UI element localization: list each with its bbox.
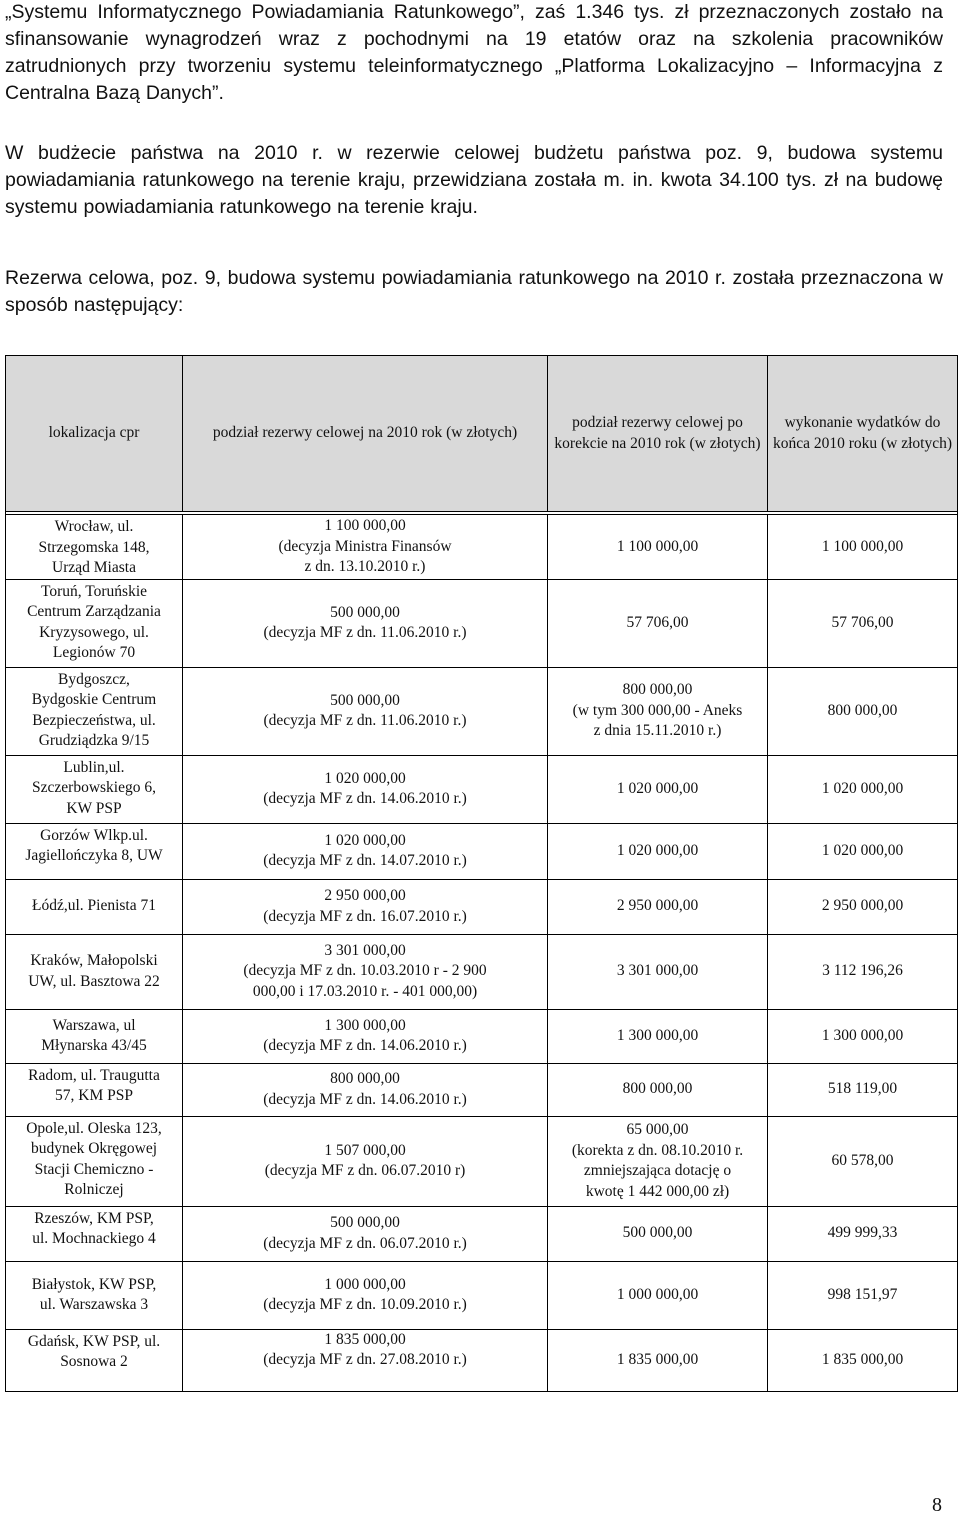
header-executed: wykonanie wydatków do końca 2010 roku (w złotych) (768, 356, 958, 512)
cell-executed: 499 999,33 (768, 1206, 958, 1261)
table-row (6, 1009, 958, 1063)
cell-executed: 1 835 000,00 (768, 1329, 958, 1391)
cell-reserve: 2 950 000,00 (decyzja MF z dn. 16.07.2010 r.) (183, 879, 548, 934)
cell-executed: 800 000,00 (768, 667, 958, 755)
cell-location: Bydgoszcz, Bydgoskie Centrum Bezpieczeństwa, ul. Grudziądzka 9/15 (6, 667, 183, 755)
cell-corrected: 57 706,00 (548, 579, 768, 667)
cell-corrected: 1 300 000,00 (548, 1009, 768, 1063)
header-location: lokalizacja cpr (6, 356, 183, 512)
cell-corrected: 1 835 000,00 (548, 1329, 768, 1391)
cell-executed: 57 706,00 (768, 579, 958, 667)
cell-reserve: 1 507 000,00 (decyzja MF z dn. 06.07.2010 r) (183, 1116, 548, 1206)
paragraph-intro: „Systemu Informatycznego Powiadamiania Ratunkowego”, zaś 1.346 tys. zł przeznaczonych zostało na sfinansowanie wynagrodzeń wraz z pochodnymi na 19 etatów oraz na szkolenia pracowników zatrudnionych przy tworzeniu systemu teleinformatycznego „Platforma Lokalizacyjno – Informacyjna z Centralna Bazą Danych”. (5, 1, 943, 104)
header-reserve: podział rezerwy celowej na 2010 rok (w złotych) (183, 356, 548, 512)
cell-location: Wrocław, ul. Strzegomska 148, Urząd Miasta (6, 515, 183, 580)
cell-corrected: 1 020 000,00 (548, 823, 768, 879)
table-header-row (6, 356, 958, 512)
cell-executed: 2 950 000,00 (768, 879, 958, 934)
cell-reserve: 500 000,00 (decyzja MF z dn. 06.07.2010 r.) (183, 1206, 548, 1261)
cell-executed: 3 112 196,26 (768, 934, 958, 1009)
cell-reserve: 1 020 000,00 (decyzja MF z dn. 14.06.2010 r.) (183, 755, 548, 823)
reserve-allocation-table (5, 355, 958, 1392)
cell-reserve: 1 000 000,00 (decyzja MF z dn. 10.09.2010 r.) (183, 1261, 548, 1329)
cell-corrected: 800 000,00 (548, 1063, 768, 1116)
cell-executed: 998 151,97 (768, 1261, 958, 1329)
cell-executed: 1 100 000,00 (768, 515, 958, 580)
cell-location: Rzeszów, KM PSP, ul. Mochnackiego 4 (6, 1206, 183, 1261)
table-row (6, 755, 958, 823)
cell-corrected: 65 000,00 (korekta z dn. 08.10.2010 r. zmniejszająca dotację o kwotę 1 442 000,00 zł) (548, 1116, 768, 1206)
paragraph-budget: W budżecie państwa na 2010 r. w rezerwie celowej budżetu państwa poz. 9, budowa systemu powiadamiania ratunkowego na terenie kraju, przewidziana została m. in. kwota 34.100 tys. zł na budowę systemu powiadamiania ratunkowego na terenie kraju. (5, 142, 943, 218)
cell-corrected: 500 000,00 (548, 1206, 768, 1261)
table-row (6, 667, 958, 755)
cell-corrected: 1 100 000,00 (548, 515, 768, 580)
table-row (6, 879, 958, 934)
paragraph-reserve: Rezerwa celowa, poz. 9, budowa systemu powiadamiania ratunkowego na 2010 r. została przeznaczona w sposób następujący: (5, 267, 943, 316)
cell-corrected: 3 301 000,00 (548, 934, 768, 1009)
cell-location: Toruń, Toruńskie Centrum Zarządzania Kryzysowego, ul. Legionów 70 (6, 579, 183, 667)
cell-reserve: 1 835 000,00 (decyzja MF z dn. 27.08.2010 r.) (183, 1329, 548, 1391)
cell-corrected: 1 020 000,00 (548, 755, 768, 823)
cell-location: Radom, ul. Traugutta 57, KM PSP (6, 1063, 183, 1116)
cell-reserve: 500 000,00 (decyzja MF z dn. 11.06.2010 r.) (183, 579, 548, 667)
cell-location: Gdańsk, KW PSP, ul. Sosnowa 2 (6, 1329, 183, 1391)
cell-location: Warszawa, ul Młynarska 43/45 (6, 1009, 183, 1063)
cell-reserve: 1 020 000,00 (decyzja MF z dn. 14.07.2010 r.) (183, 823, 548, 879)
cell-reserve: 500 000,00 (decyzja MF z dn. 11.06.2010 r.) (183, 667, 548, 755)
cell-executed: 1 020 000,00 (768, 823, 958, 879)
cell-reserve: 800 000,00 (decyzja MF z dn. 14.06.2010 r.) (183, 1063, 548, 1116)
table-row (6, 579, 958, 667)
table-row (6, 1206, 958, 1261)
table-row (6, 934, 958, 1009)
cell-corrected: 800 000,00 (w tym 300 000,00 - Aneks z dnia 15.11.2010 r.) (548, 667, 768, 755)
cell-location: Łódź,ul. Pienista 71 (6, 879, 183, 934)
table-row (6, 515, 958, 580)
cell-location: Opole,ul. Oleska 123, budynek Okręgowej Stacji Chemiczno - Rolniczej (6, 1116, 183, 1206)
cell-location: Kraków, Małopolski UW, ul. Basztowa 22 (6, 934, 183, 1009)
cell-executed: 1 300 000,00 (768, 1009, 958, 1063)
table-row (6, 1261, 958, 1329)
cell-reserve: 3 301 000,00 (decyzja MF z dn. 10.03.2010 r - 2 900 000,00 i 17.03.2010 r. - 401 000,00) (183, 934, 548, 1009)
cell-executed: 60 578,00 (768, 1116, 958, 1206)
cell-location: Gorzów Wlkp.ul. Jagiellończyka 8, UW (6, 823, 183, 879)
cell-corrected: 2 950 000,00 (548, 879, 768, 934)
cell-executed: 518 119,00 (768, 1063, 958, 1116)
cell-location: Lublin,ul. Szczerbowskiego 6, KW PSP (6, 755, 183, 823)
table-row (6, 1116, 958, 1206)
cell-reserve: 1 300 000,00 (decyzja MF z dn. 14.06.2010 r.) (183, 1009, 548, 1063)
header-corrected: podział rezerwy celowej po korekcie na 2010 rok (w złotych) (548, 356, 768, 512)
cell-location: Białystok, KW PSP, ul. Warszawska 3 (6, 1261, 183, 1329)
cell-executed: 1 020 000,00 (768, 755, 958, 823)
cell-reserve: 1 100 000,00 (decyzja Ministra Finansów z dn. 13.10.2010 r.) (183, 515, 548, 580)
page-number: 8 (932, 1494, 942, 1516)
cell-corrected: 1 000 000,00 (548, 1261, 768, 1329)
table-row (6, 823, 958, 879)
table-row (6, 1329, 958, 1391)
table-row (6, 1063, 958, 1116)
